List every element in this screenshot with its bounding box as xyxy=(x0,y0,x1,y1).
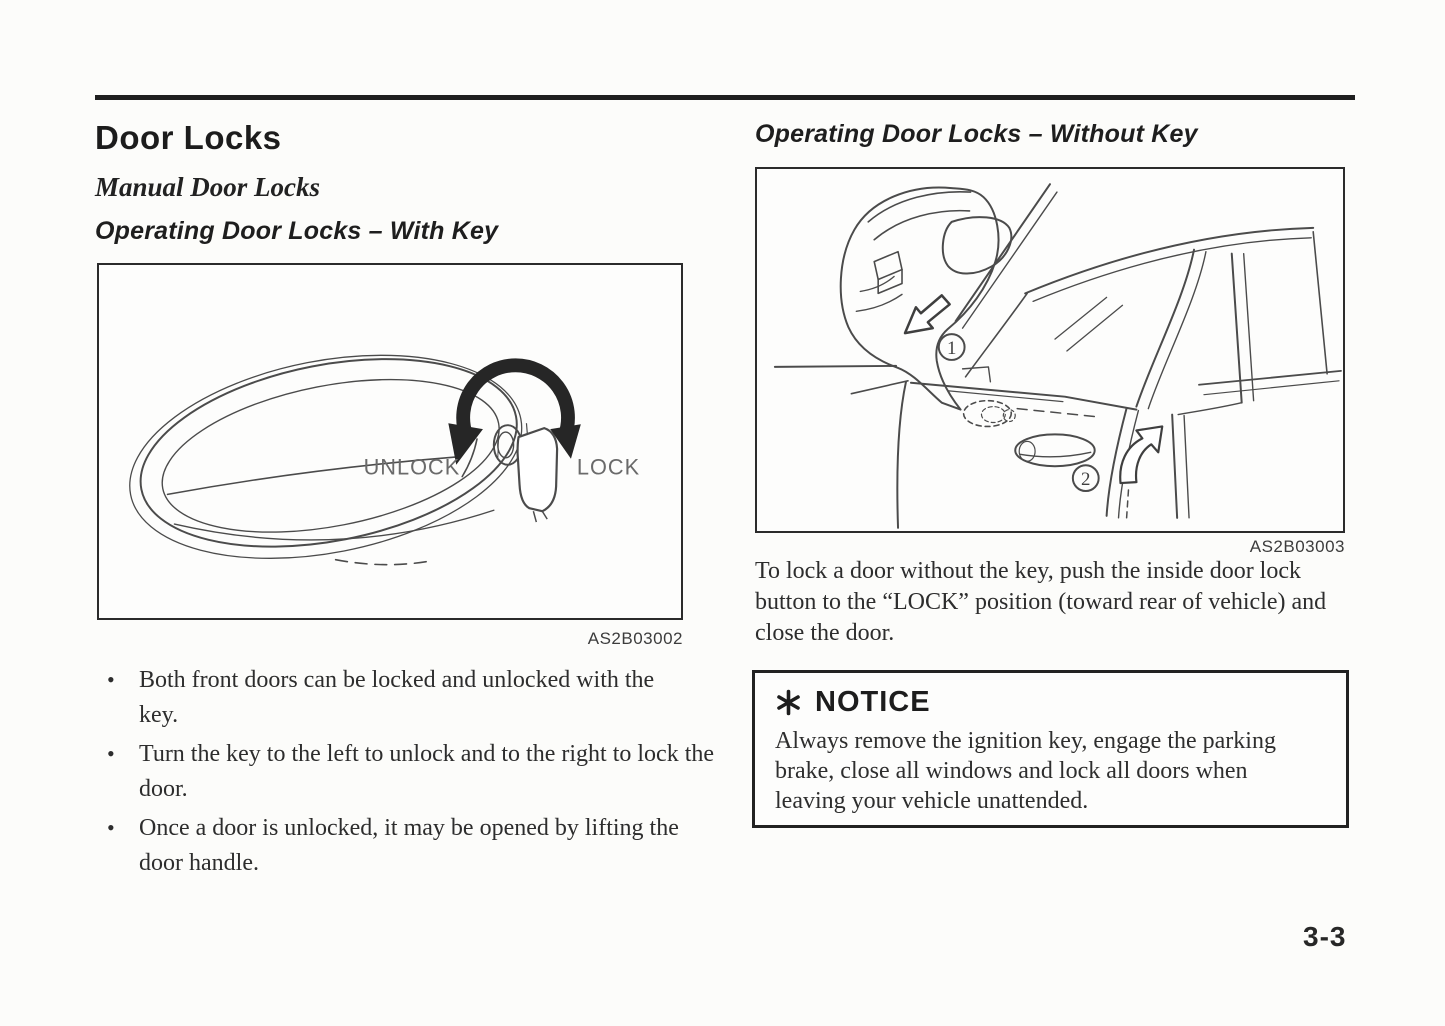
unlock-label: UNLOCK xyxy=(363,454,461,480)
notice-title: NOTICE xyxy=(815,686,931,718)
figure-caption-right: AS2B03003 xyxy=(1249,537,1345,556)
push-button-arrow-icon xyxy=(905,295,950,333)
key-drawing xyxy=(518,423,558,522)
asterisk-icon xyxy=(775,689,802,716)
page-title: Door Locks xyxy=(95,119,282,156)
door-handle-drawing xyxy=(112,325,539,589)
bullet-list xyxy=(95,663,715,885)
svg-text:2: 2 xyxy=(1081,469,1091,491)
callout-1-marker xyxy=(939,334,965,360)
car-door-drawing xyxy=(775,228,1341,528)
svg-text:1: 1 xyxy=(946,337,957,359)
lock-label: LOCK xyxy=(576,454,641,480)
figure-door-lock-button-illustration xyxy=(755,167,1345,533)
subsection-title: Manual Door Locks xyxy=(95,172,321,202)
notice-header xyxy=(775,686,1326,719)
notice-box xyxy=(752,670,1349,828)
figure-door-handle-key-illustration xyxy=(97,263,683,620)
bullet-item: • Turn the key to the left to unlock and to the right to lock the door. xyxy=(95,737,715,807)
heading-with-key: Operating Door Locks – With Key xyxy=(95,217,499,245)
bullet-item: • Once a door is unlocked, it may be opened by lifting the door handle. xyxy=(95,811,715,881)
top-rule xyxy=(95,95,1355,100)
paragraph-lock-without-key: To lock a door without the key, push the inside door lock button to the “LOCK” position (toward rear of vehicle) and close the door. xyxy=(755,558,1327,646)
close-door-arrow-icon xyxy=(1120,426,1162,483)
notice-body: Always remove the ignition key, engage the parking brake, close all windows and lock all doors when leaving your vehicle unattended. xyxy=(775,728,1276,814)
door-lock-button-drawing xyxy=(757,169,1343,531)
figure-caption-left: AS2B03002 xyxy=(587,629,683,648)
bullet-item: • Both front doors can be locked and unlocked with the key. xyxy=(95,663,715,733)
heading-without-key: Operating Door Locks – Without Key xyxy=(755,120,1198,148)
page-number: 3-3 xyxy=(1303,921,1347,952)
callout-2-marker xyxy=(1073,465,1099,491)
door-handle-key-drawing xyxy=(99,265,681,618)
rotation-arrow-icon xyxy=(448,365,580,464)
